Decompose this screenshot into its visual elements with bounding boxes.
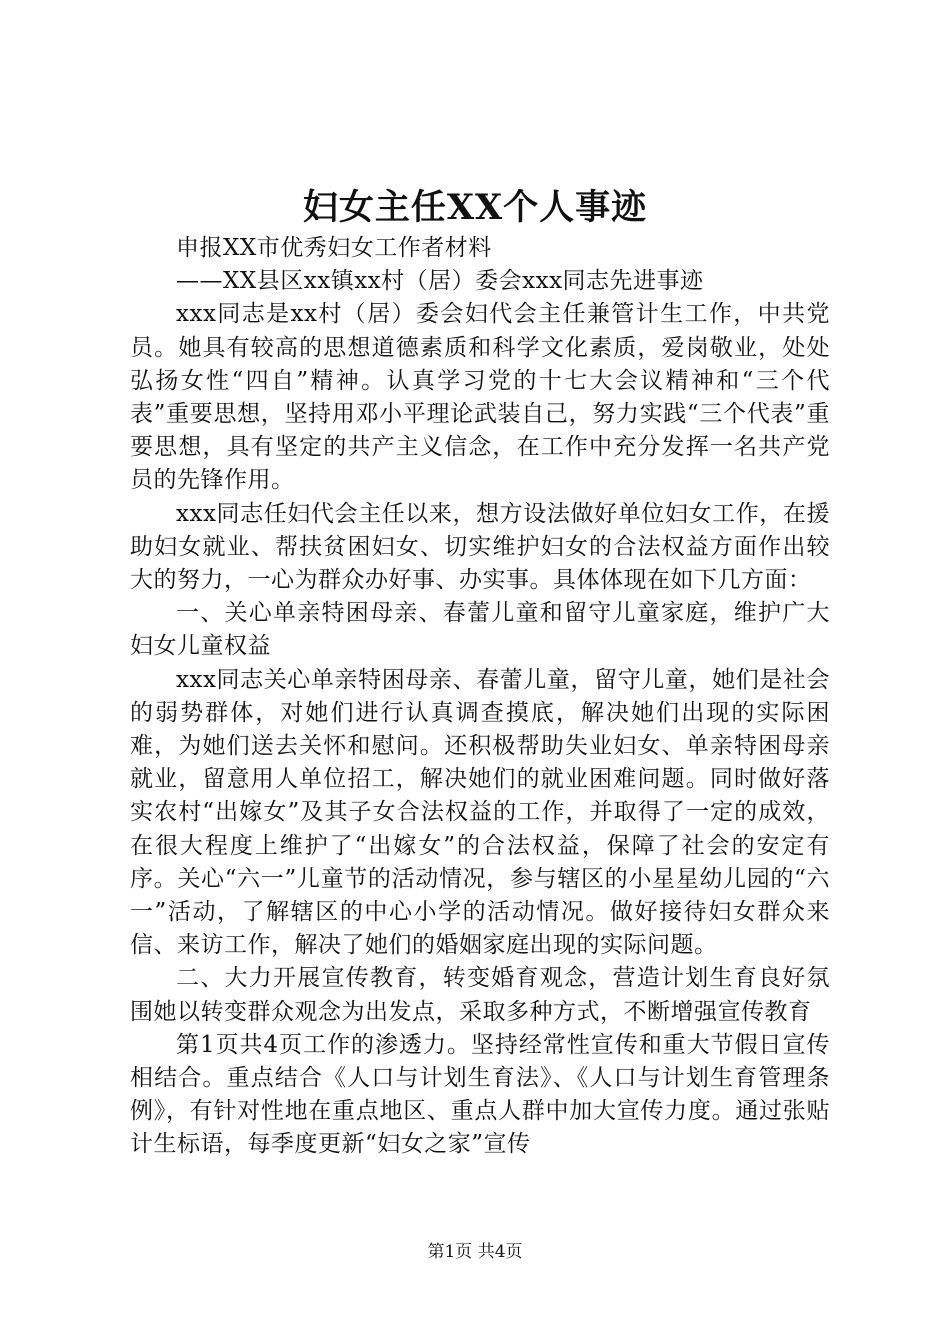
- section-heading: 一、关心单亲特困母亲、春蕾儿童和留守儿童家庭，维护广大妇女儿童权益: [130, 600, 830, 660]
- subtitle-line: 申报XX市优秀妇女工作者材料: [176, 235, 492, 261]
- subtitle-line: ——XX县区xx镇xx村（居）委会xxx同志先进事迹: [176, 268, 704, 295]
- body-paragraph: xxx同志任妇代会主任以来，想方设法做好单位妇女工作，在援助妇女就业、帮扶贫困妇女、切实维护妇女的合法权益方面作出较大的努力，一心为群众办好事、办实事。具体体现在如下几方面：: [130, 500, 830, 594]
- page-footer: 第1页 共4页: [427, 1242, 523, 1262]
- body-paragraph: xxx同志是xx村（居）委会妇代会主任兼管计生工作，中共党员。她具有较高的思想道德素质和科学文化素质，爱岗敬业，处处弘扬女性“四自”精神。认真学习党的十七大会议精神和“三个代表”重要思想，坚持用邓小平理论武装自己，努力实践“三个代表”重要思想，具有坚定的共产主义信念，在工作中充分发挥一名共产党员的先锋作用。: [130, 301, 830, 494]
- section-heading: 二、大力开展宣传教育，转变婚育观念，营造计划生育良好氛围她以转变群众观念为出发点，采取多种方式，不断增强宣传教育: [130, 965, 830, 1025]
- body-paragraph: 第1页共4页工作的渗透力。坚持经常性宣传和重大节假日宣传相结合。重点结合《人口与计划生育法》、《人口与计划生育管理条例》，有针对性地在重点地区、重点人群中加大宣传力度。通过张贴计生标语，每季度更新“妇女之家”宣传: [130, 1031, 830, 1158]
- body-paragraph: xxx同志关心单亲特困母亲、春蕾儿童，留守儿童，她们是社会的弱势群体，对她们进行认真调查摸底，解决她们出现的实际困难，为她们送去关怀和慰问。还积极帮助失业妇女、单亲特困母亲就业，留意用人单位招工，解决她们的就业困难问题。同时做好落实农村“出嫁女”及其子女合法权益的工作，并取得了一定的成效，在很大程度上维护了“出嫁女”的合法权益，保障了社会的安定有序。关心“六一”儿童节的活动情况，参与辖区的小星星幼儿园的“六一”活动，了解辖区的中心小学的活动情况。做好接待妇女群众来信、来访工作，解决了她们的婚姻家庭出现的实际问题。: [130, 666, 830, 959]
- document-title: 妇女主任XX个人事迹: [302, 187, 648, 228]
- document-body: [130, 232, 830, 1162]
